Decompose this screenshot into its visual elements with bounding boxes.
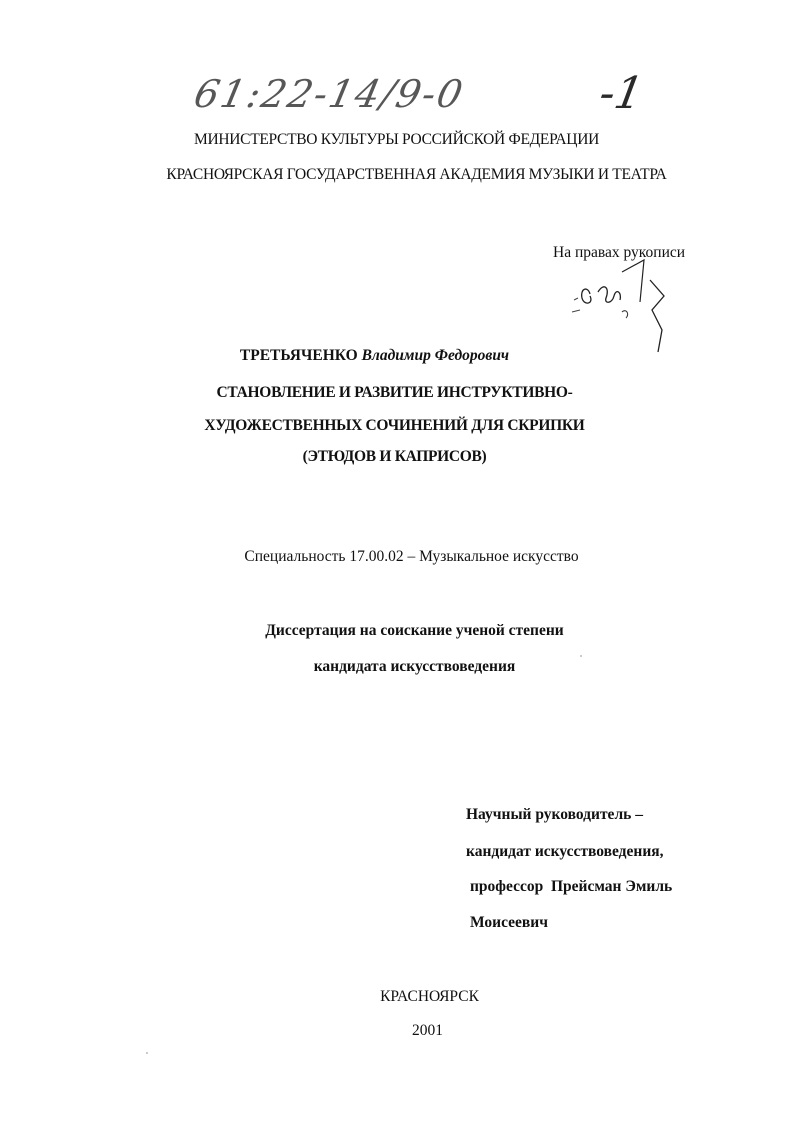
city: КРАСНОЯРСК <box>380 988 479 1005</box>
supervisor-line-4: Моисеевич <box>470 914 548 931</box>
author-given-names: Владимир Федорович <box>361 347 510 364</box>
signature-scribble <box>560 252 690 362</box>
supervisor-line-2: кандидат искусствоведения, <box>466 843 664 860</box>
scan-speck <box>580 655 582 657</box>
supervisor-line-3: профессор Прейсман Эмиль <box>470 878 673 895</box>
thesis-title-line-3: (ЭТЮДОВ И КАПРИСОВ) <box>302 448 487 465</box>
academy-heading: КРАСНОЯРСКАЯ ГОСУДАРСТВЕННАЯ АКАДЕМИЯ МУЗЫКИ И ТЕАТРА <box>166 166 667 183</box>
dissertation-line-1: Диссертация на соискание ученой степени <box>265 622 564 639</box>
thesis-title-line-1: СТАНОВЛЕНИЕ И РАЗВИТИЕ ИНСТРУКТИВНО- <box>216 384 573 401</box>
thesis-title-line-2: ХУДОЖЕСТВЕННЫХ СОЧИНЕНИЙ ДЛЯ СКРИПКИ <box>204 417 585 434</box>
ministry-heading: МИНИСТЕРСТВО КУЛЬТУРЫ РОССИЙСКОЙ ФЕДЕРАЦИИ <box>194 131 599 148</box>
dissertation-line-2: кандидата искусствоведения <box>313 658 516 675</box>
author-name <box>0 347 771 365</box>
rights-note: На правах рукописи <box>553 244 686 261</box>
year: 2001 <box>412 1022 443 1039</box>
scan-speck <box>146 1052 148 1054</box>
specialty: Специальность 17.00.02 – Музыкальное искусство <box>244 548 579 565</box>
supervisor-line-1: Научный руководитель – <box>466 806 643 823</box>
handwritten-shelf-number: 61:22-14/9-0 <box>190 72 469 116</box>
handwritten-copy-mark: -1 <box>595 68 648 119</box>
author-surname: ТРЕТЬЯЧЕНКО <box>239 347 358 364</box>
